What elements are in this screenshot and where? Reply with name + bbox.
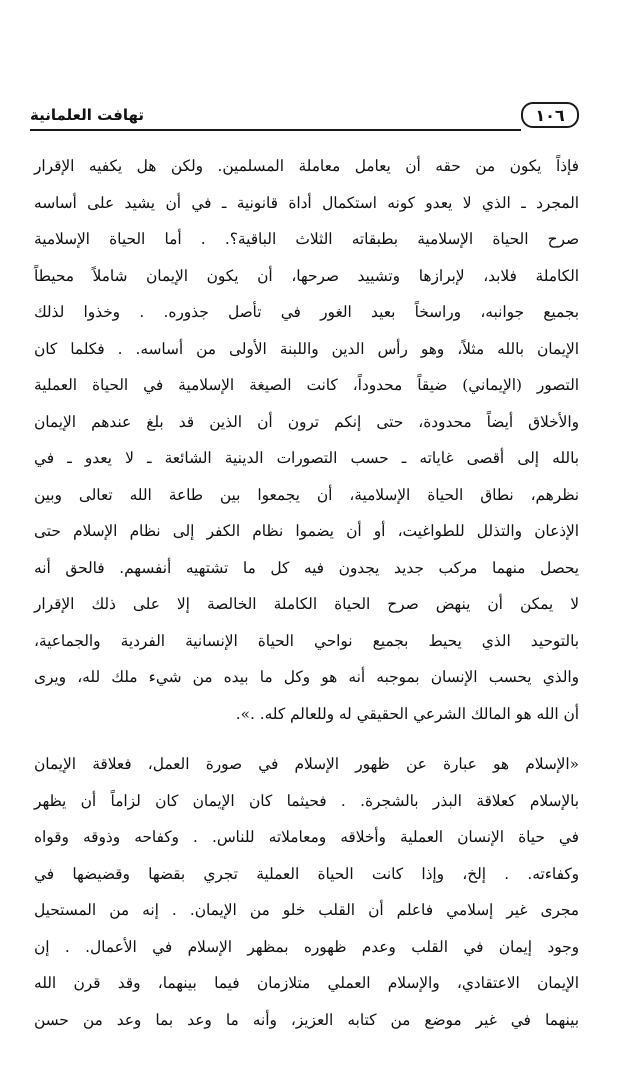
text-line: والذي يحسب الإنسان بموجبه أنه هو وكل ما بيده من شيء ملك لله، ويرى (34, 668, 579, 686)
text-line: بالله إلى أقصى غاياته ـ حسب التصورات الدينية الشائعة ـ لا يعدو ـ في (34, 449, 579, 467)
paragraph-2 (34, 746, 579, 1038)
text-line: فإذاً يكون من حقه أن يعامل معاملة المسلمين. ولكن هل يكفيه الإقرار (34, 157, 579, 175)
text-line: صرح الحياة الإسلامية بطبقاته الثلاث الباقية؟. . أما الحياة الإسلامية (34, 230, 579, 248)
text-line: أن الله هو المالك الشرعي الحقيقي له وللعالم كله. .». (235, 704, 579, 723)
page-header (30, 100, 579, 134)
text-line: التصور (الإيماني) ضيقاً محدوداً، كانت الصيغة الإسلامية في الحياة العملية (34, 376, 579, 394)
text-line: بالإسلام كعلاقة البذر بالشجرة. . فحيثما كان الإيمان كان لزاماً أن يظهر (34, 791, 579, 810)
text-line: الإيمان بالله مثلاً، وهو رأس الدين واللبنة الأولى من أساسه. . فكلما كان (34, 339, 579, 358)
text-line: والأخلاق أيضاً محدودة، حتى إنكم ترون أن الذين قد بلغ عندهم الإيمان (34, 412, 579, 431)
body-text (34, 148, 579, 1038)
text-line: في حياة الإنسان العملية وأخلاقه ومعاملاته للناس. . وكفاحه وذوقه وقواه (34, 828, 579, 846)
paragraph-1 (34, 148, 579, 732)
running-title: تهافت العلمانية (30, 106, 144, 124)
text-line: الإيمان الاعتقادي، والإسلام العملي متلازمان فيما بينهما، وقد قرن الله (34, 974, 579, 992)
text-line: الإذعان والتذلل للطواغيت، أو أن يضموا نظام الكفر إلى نظام الإسلام حتى (34, 522, 579, 540)
text-line: المجرد ـ الذي لا يعدو كونه استكمال أداة قانونية ـ في أن يشيد على أساسه (34, 193, 579, 212)
text-line: نظرهم، نطاق الحياة الإسلامية، أن يجمعوا بين طاعة الله تعالى وبين (34, 485, 579, 504)
text-line: وجود إيمان في القلب وعدم ظهوره بمظهر الإسلام في الأعمال. . إن (34, 937, 579, 956)
text-line: «الإسلام هو عبارة عن ظهور الإسلام في صورة العمل، فعلاقة الإيمان (34, 755, 579, 773)
page-number-badge (521, 102, 579, 128)
text-line: الكاملة فلابد، لإبرازها وتشييد صرحها، أن يكون الإيمان شاملاً محيطاً (34, 266, 579, 285)
text-line: يحصل منهما مركب جديد يجدون فيه كل ما تشتهيه أنفسهم. فالحق أنه (34, 558, 579, 577)
text-line: بينهما في غير موضع من كتابه العزيز، وأنه ما وعد بما وعد من حسن (34, 1010, 579, 1029)
page-number: ١٠٦ (535, 105, 565, 125)
text-line: وكفاءته. . إلخ، وإذا كانت الحياة العملية تجري بقضها وقضيضها في (34, 864, 579, 883)
text-line: بجميع جوانبه، وراسخاً بعيد الغور في تأصل جذوره. . وخذوا لذلك (34, 303, 579, 321)
text-line: لا يمكن أن ينهض صرح الحياة الكاملة الخالصة إلا على ذلك الإقرار (34, 595, 579, 613)
text-line: مجرى غير إسلامي فاعلم أن القلب خلو من الإيمان. . إنه من المستحيل (34, 901, 579, 919)
header-divider (30, 129, 521, 131)
text-line: بالتوحيد الذي يحيط بجميع نواحي الحياة الإنسانية الفردية والجماعية، (34, 631, 579, 650)
